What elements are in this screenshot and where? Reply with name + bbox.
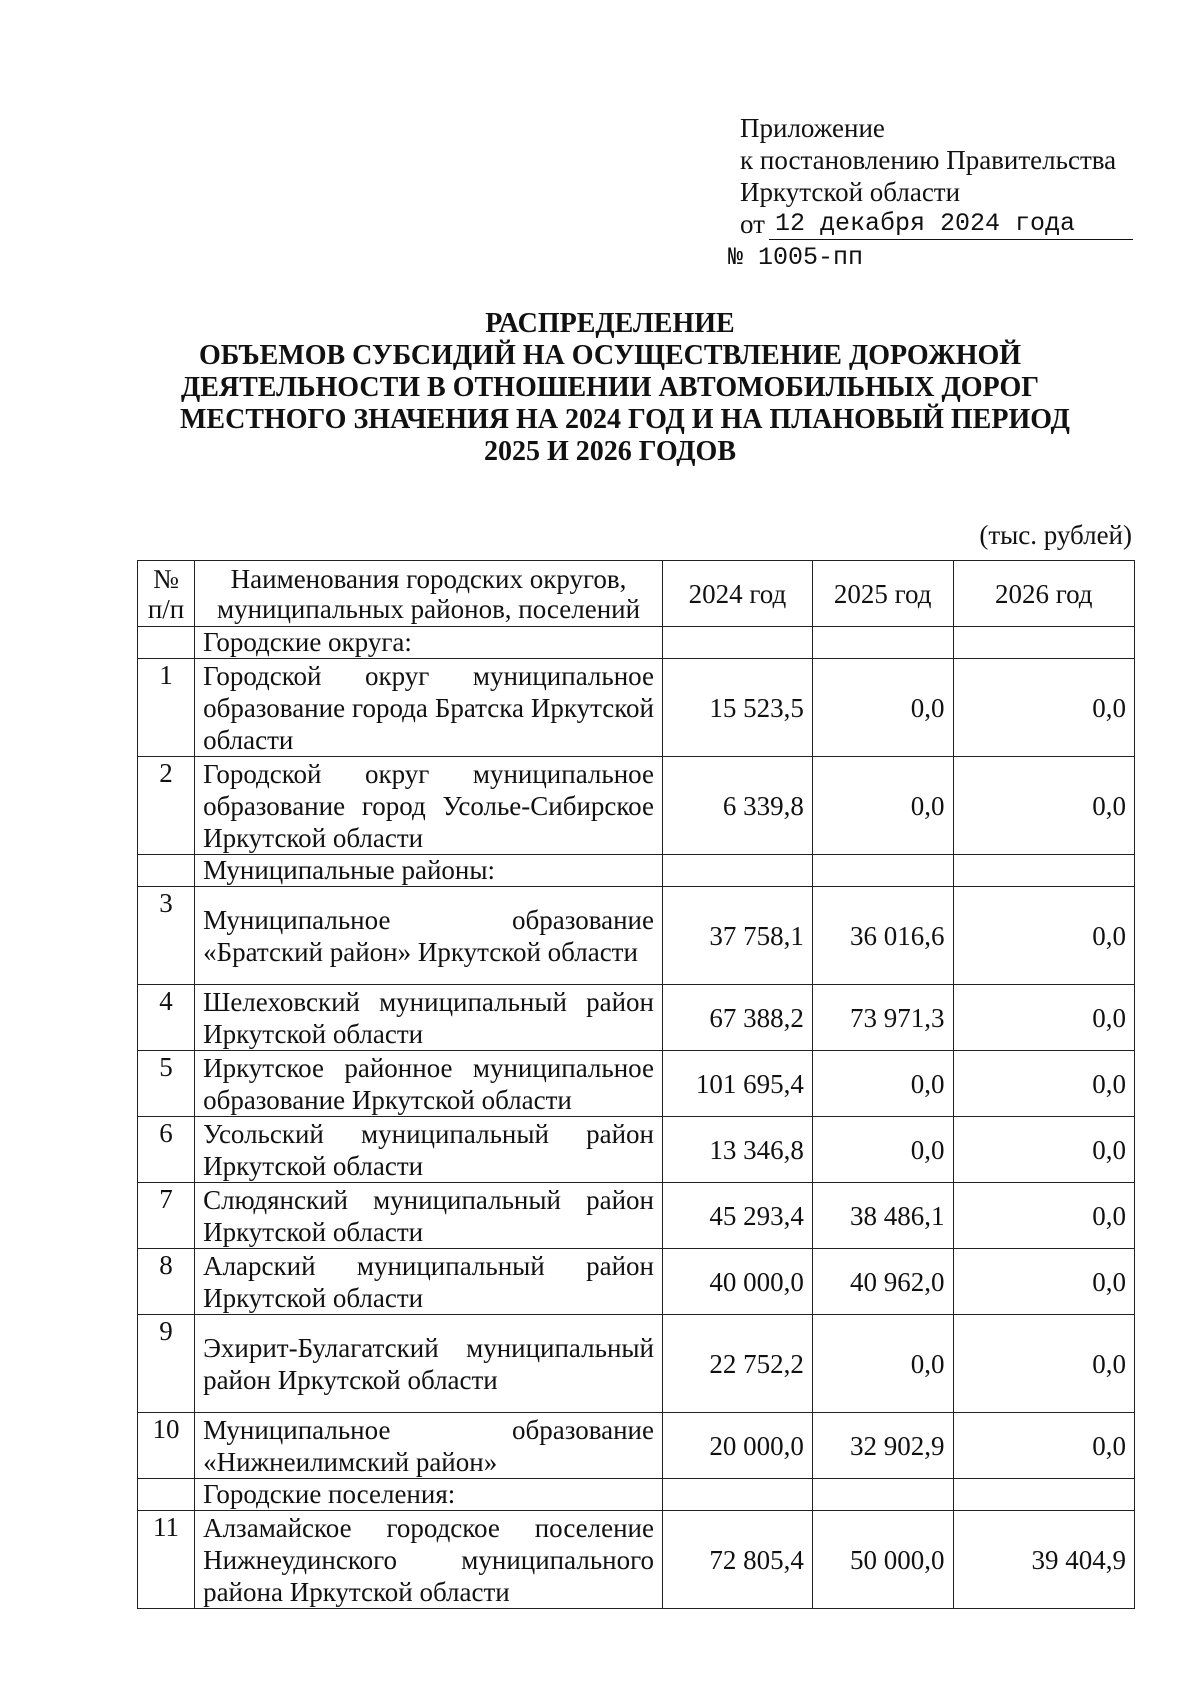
row-2026: 0,0 <box>953 1249 1135 1315</box>
table-row <box>138 985 1135 1051</box>
table-row <box>138 757 1135 855</box>
table-row <box>138 1051 1135 1117</box>
row-2025: 0,0 <box>812 1051 953 1117</box>
row-2024: 13 346,8 <box>662 1117 812 1183</box>
row-2026: 0,0 <box>953 1051 1135 1117</box>
document-title <box>180 308 1070 468</box>
title-line-1: РАСПРЕДЕЛЕНИЕ <box>485 308 735 339</box>
date-prefix: от <box>740 209 765 239</box>
resolution-number: № 1005-пп <box>728 243 864 272</box>
row-2024: 15 523,5 <box>662 659 812 757</box>
row-2025: 73 971,3 <box>812 985 953 1051</box>
row-2025: 36 016,6 <box>812 887 953 985</box>
row-2026: 39 404,9 <box>953 1511 1135 1609</box>
resolution-date: 12 декабря 2024 года <box>769 209 1133 240</box>
table-row <box>138 1249 1135 1315</box>
header-num: № п/п <box>138 561 195 627</box>
row-2026: 0,0 <box>953 1117 1135 1183</box>
row-2024: 6 339,8 <box>662 757 812 855</box>
row-name: Городской округ муниципальное образование город Усолье-Сибирское Иркутской области <box>195 757 663 855</box>
row-2025: 40 962,0 <box>812 1249 953 1315</box>
row-name: Шелеховский муниципальный район Иркутской области <box>195 985 663 1051</box>
row-num: 7 <box>138 1183 195 1249</box>
row-num: 9 <box>138 1315 195 1413</box>
row-name: Иркутское районное муниципальное образование Иркутской области <box>195 1051 663 1117</box>
units-label: (тыс. рублей) <box>979 520 1132 550</box>
appendix-date-line <box>740 208 1133 240</box>
row-2025: 38 486,1 <box>812 1183 953 1249</box>
row-name: Муниципальное образование «Братский район» Иркутской области <box>195 887 663 985</box>
row-2024: 37 758,1 <box>662 887 812 985</box>
row-2025: 0,0 <box>812 659 953 757</box>
section-label: Городские округа: <box>195 627 663 659</box>
row-num: 3 <box>138 887 195 985</box>
section-label: Городские поселения: <box>195 1479 663 1511</box>
row-2026: 0,0 <box>953 757 1135 855</box>
row-num: 4 <box>138 985 195 1051</box>
row-2024: 101 695,4 <box>662 1051 812 1117</box>
row-num: 5 <box>138 1051 195 1117</box>
title-line-3: ДЕЯТЕЛЬНОСТИ В ОТНОШЕНИИ АВТОМОБИЛЬНЫХ ДОРОГ <box>180 372 1040 403</box>
section-row-urban-districts <box>138 627 1135 659</box>
row-2026: 0,0 <box>953 887 1135 985</box>
table-row <box>138 1511 1135 1609</box>
row-2024: 20 000,0 <box>662 1413 812 1479</box>
row-2025: 0,0 <box>812 757 953 855</box>
table-row <box>138 1315 1135 1413</box>
row-2026: 0,0 <box>953 985 1135 1051</box>
appendix-block <box>728 112 1133 274</box>
table-row <box>138 887 1135 985</box>
row-num: 11 <box>138 1511 195 1609</box>
section-row-urban-settlements <box>138 1479 1135 1511</box>
row-2024: 72 805,4 <box>662 1511 812 1609</box>
table-row <box>138 1183 1135 1249</box>
appendix-label: Приложение <box>740 113 885 143</box>
header-2025: 2025 год <box>812 561 953 627</box>
row-num: 2 <box>138 757 195 855</box>
appendix-to-resolution: к постановлению Правительства <box>740 145 1117 175</box>
row-name: Аларский муниципальный район Иркутской области <box>195 1249 663 1315</box>
row-2024: 45 293,4 <box>662 1183 812 1249</box>
row-name: Эхирит-Булагатский муниципальный район Иркутской области <box>195 1315 663 1413</box>
appendix-region: Иркутской области <box>740 177 961 207</box>
header-name: Наименования городских округов, муниципальных районов, поселений <box>195 561 663 627</box>
table-row <box>138 1117 1135 1183</box>
row-2026: 0,0 <box>953 659 1135 757</box>
row-2025: 50 000,0 <box>812 1511 953 1609</box>
table-row <box>138 659 1135 757</box>
row-name: Городской округ муниципальное образование города Братска Иркутской области <box>195 659 663 757</box>
row-name: Усольский муниципальный район Иркутской области <box>195 1117 663 1183</box>
row-num: 10 <box>138 1413 195 1479</box>
row-2026: 0,0 <box>953 1183 1135 1249</box>
title-line-4: МЕСТНОГО ЗНАЧЕНИЯ НА 2024 ГОД И НА ПЛАНОВЫЙ ПЕРИОД <box>180 404 1070 435</box>
row-num: 8 <box>138 1249 195 1315</box>
header-2026: 2026 год <box>953 561 1135 627</box>
row-name: Слюдянский муниципальный район Иркутской области <box>195 1183 663 1249</box>
distribution-table <box>137 560 1135 1609</box>
title-line-5: 2025 И 2026 ГОДОВ <box>484 436 736 467</box>
header-2024: 2024 год <box>662 561 812 627</box>
table-row <box>138 1413 1135 1479</box>
section-row-municipal-districts <box>138 855 1135 887</box>
row-2024: 67 388,2 <box>662 985 812 1051</box>
row-2026: 0,0 <box>953 1315 1135 1413</box>
row-2024: 22 752,2 <box>662 1315 812 1413</box>
row-num: 6 <box>138 1117 195 1183</box>
row-name: Алзамайское городское поселение Нижнеудинского муниципального района Иркутской области <box>195 1511 663 1609</box>
row-2025: 0,0 <box>812 1315 953 1413</box>
row-2025: 32 902,9 <box>812 1413 953 1479</box>
row-num: 1 <box>138 659 195 757</box>
row-2024: 40 000,0 <box>662 1249 812 1315</box>
table-header-row <box>138 561 1135 627</box>
row-2025: 0,0 <box>812 1117 953 1183</box>
row-2026: 0,0 <box>953 1413 1135 1479</box>
section-label: Муниципальные районы: <box>195 855 663 887</box>
row-name: Муниципальное образование «Нижнеилимский район» <box>195 1413 663 1479</box>
title-line-2: ОБЪЕМОВ СУБСИДИЙ НА ОСУЩЕСТВЛЕНИЕ ДОРОЖНОЙ <box>198 340 1022 371</box>
